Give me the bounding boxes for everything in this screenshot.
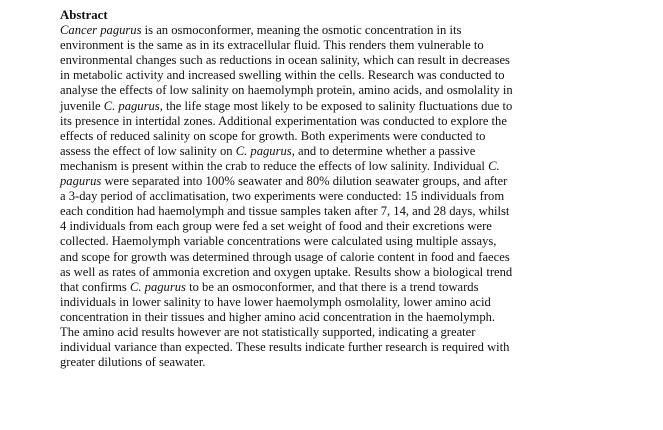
abstract-line	[60, 144, 620, 159]
text-run: collected. Haemolymph variable concentrations were calculated using multiple assays,	[60, 234, 497, 249]
text-run: juvenile	[60, 98, 104, 113]
text-run: mechanism is present within the crab to reduce the effects of low salinity. Individual	[60, 158, 489, 173]
abstract-line	[60, 340, 620, 355]
species-name: C. pagurus	[103, 98, 160, 113]
abstract-line	[60, 204, 620, 219]
abstract-line	[60, 114, 620, 129]
text-run: is an osmoconformer, meaning the osmotic concentration in its	[141, 23, 462, 38]
text-run: in metabolic activity and increased swelling within the cells. Research was conducted to	[60, 68, 505, 83]
text-run: and scope for growth was determined through usage of calorie content in food and faeces	[60, 249, 510, 264]
abstract-line	[60, 189, 620, 204]
abstract-line	[60, 159, 620, 174]
text-run: a 3-day period of acclimatisation, two experiments were conducted: 15 individuals from	[60, 189, 505, 204]
text-run: were separated into 100% seawater and 80% dilution seawater groups, and after	[101, 174, 508, 189]
text-run: that confirms	[60, 279, 130, 294]
species-name: C. pagurus	[235, 143, 292, 158]
text-run: as well as rates of ammonia excretion and oxygen uptake. Results show a biological trend	[60, 264, 513, 279]
abstract-line	[60, 219, 620, 234]
abstract-section	[60, 8, 620, 370]
abstract-line	[60, 310, 620, 325]
text-run: individuals in lower salinity to have lower haemolymph osmolality, lower amino acid	[60, 294, 491, 309]
abstract-line	[60, 23, 620, 38]
text-run: The amino acid results however are not statistically supported, indicating a greater	[60, 324, 476, 339]
abstract-line	[60, 250, 620, 265]
text-run: analyse the effects of low salinity on haemolymph protein, amino acids, and osmolality in	[60, 83, 513, 98]
species-name: pagurus	[60, 174, 102, 189]
abstract-line	[60, 174, 620, 189]
text-run: its presence in intertidal zones. Additional experimentation was conducted to explore the	[60, 113, 507, 128]
text-run: each condition had haemolymph and tissue samples taken after 7, 14, and 28 days, whilst	[60, 204, 510, 219]
abstract-line	[60, 99, 620, 114]
text-run: , the life stage most likely to be exposed to salinity fluctuations due to	[159, 98, 513, 113]
text-run: environmental changes such as reductions in ocean salinity, which can result in decreases	[60, 53, 510, 68]
species-name: Cancer pagurus	[60, 23, 142, 38]
text-run: to be an osmoconformer, and that there is a trend towards	[185, 279, 479, 294]
text-run: effects of reduced salinity on scope for growth. Both experiments were conducted to	[60, 128, 486, 143]
abstract-line	[60, 234, 620, 249]
abstract-line	[60, 265, 620, 280]
text-run: environment is the same as in its extracellular fluid. This renders them vulnerable to	[60, 38, 484, 53]
abstract-line	[60, 355, 620, 370]
abstract-line	[60, 53, 620, 68]
species-name: C.	[488, 158, 500, 173]
abstract-line	[60, 280, 620, 295]
text-run: concentration in their tissues and higher amino acid concentration in the haemolymph.	[60, 309, 496, 324]
text-run: 4 individuals from each group were fed a set weight of food and their excretions were	[60, 219, 492, 234]
abstract-line	[60, 129, 620, 144]
text-run: assess the effect of low salinity on	[60, 143, 236, 158]
abstract-line	[60, 68, 620, 83]
abstract-line	[60, 325, 620, 340]
abstract-line	[60, 38, 620, 53]
text-run: greater dilutions of seawater.	[60, 355, 206, 370]
abstract-body	[60, 23, 620, 370]
text-run: , and to determine whether a passive	[291, 143, 476, 158]
abstract-line	[60, 83, 620, 98]
text-run: individual variance than expected. These results indicate further research is required with	[60, 340, 510, 355]
abstract-line	[60, 295, 620, 310]
abstract-heading: Abstract	[60, 8, 108, 22]
species-name: C. pagurus	[129, 279, 186, 294]
